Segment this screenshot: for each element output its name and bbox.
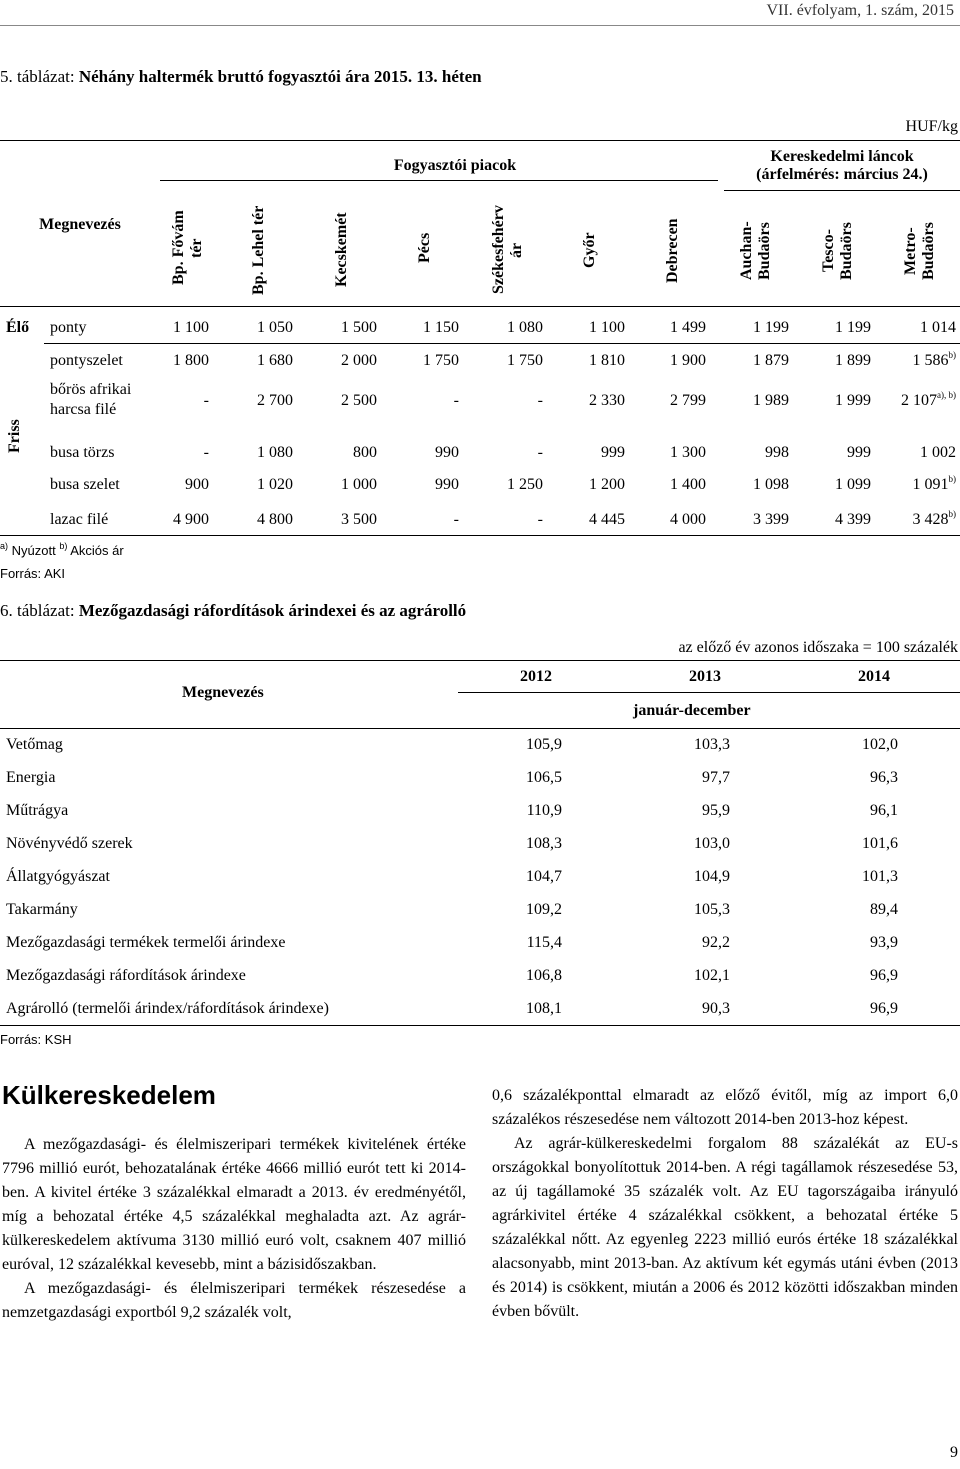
cell-value: 999 [601,444,625,461]
table5-row-name: ponty [50,319,87,336]
cell-value: 1 300 [670,444,706,461]
table6-cell: 106,8 [526,967,562,984]
table5-cell [257,511,293,529]
cell-value: 900 [185,476,209,493]
table5-cell [589,319,625,337]
table6-title-prefix: 6. táblázat: [0,601,79,620]
table5-cell [341,319,377,337]
table5-cell [835,476,871,494]
table6-cell: 96,9 [870,1000,898,1017]
cell-value: 1 810 [589,352,625,369]
group-friss: Friss [6,419,23,453]
table5-row [0,476,960,506]
table5-cell [257,352,293,370]
cell-value: - [453,511,459,528]
article-right-p1: 0,6 százalékponttal elmaradt az előző évitől, míg az import 6,0 százalékos részesedése nem változott 2014-ben 2013-hoz képest. [492,1087,958,1128]
cell-value: - [537,444,543,461]
table5-notes [0,543,124,558]
cell-value: 1 150 [423,319,459,336]
years-rule [458,692,960,693]
table5-cell [753,352,789,370]
cell-value: 1 750 [423,352,459,369]
cell-value: - [203,444,209,461]
cell-value: 1 100 [173,319,209,336]
table5-cell [670,352,706,370]
cell-value: 1 879 [753,352,789,369]
table5-cell [670,511,706,529]
cell-footnote-sup: b) [948,509,956,519]
cell-value: 999 [847,444,871,461]
table5-row-name: pontyszelet [50,352,123,369]
cell-value: 1 900 [670,352,706,369]
article-right-p2: Az agrár-külkereskedelmi forgalom 88 százalékát az EU-s országokkal bonyolítottuk 2014-ben. A régi tagállamok részesedése 53, az új tagállamoké 35 százalék volt. Az EU tagországaiba irányuló agrárkivitel értéke 4 százalékkal csökkent, a behozatal értéke 5 százalékkal nőtt. Az egyenleg 2223 millió eurós értéke 18 százalékkal alacsonyabb, mint 2013-ban. Az aktívum két egymás utáni évben (2013 és 2014) is csökkent, miután a 2006 és 2012 közötti időszakban minden évben bővült. [492,1135,958,1320]
cell-value: - [453,392,459,409]
table5-cell [173,319,209,337]
cell-value: 2 500 [341,392,377,409]
row-name-line1: bőrös afrikai [50,381,132,398]
table5-cell [589,352,625,370]
table5-cell [341,476,377,494]
col-kecskemet: Kecskemét [333,212,350,288]
cell-value: 1 899 [835,352,871,369]
year-2012: 2012 [520,668,552,685]
cell-value: 998 [765,444,789,461]
table5-row [0,444,960,474]
cell-value: 1 500 [341,319,377,336]
table5-cell [670,392,706,410]
table5-cell [538,444,543,462]
note-b-sup: b) [59,541,68,551]
note-b: Akciós ár [67,543,124,558]
table5-cell [353,444,377,462]
table5-cell [847,444,871,462]
article-left-p2: A mezőgazdasági- és élelmiszeripari termékek részesedése a nemzetgazdasági exportból 9,2 százalék volt, [2,1280,466,1321]
table6-row [0,802,960,835]
cell-value: 1 499 [670,319,706,336]
table6-row [0,1000,960,1033]
table5-group-chains [726,148,958,184]
table5-cell [454,511,459,529]
table6-row-name: Vetőmag [6,736,63,753]
table5-cell [257,476,293,494]
table6-col-name: Megnevezés [182,684,264,701]
cell-value: 990 [435,444,459,461]
table6-cell: 110,9 [526,802,562,819]
table6-source: Forrás: KSH [0,1032,72,1047]
cell-value: 1 050 [257,319,293,336]
cell-value: 2 107 [901,392,937,409]
table5-cell [423,319,459,337]
table5-row [0,319,960,349]
cell-value: 1 199 [835,319,871,336]
table5-group-markets: Fogyasztói piacok [393,157,517,174]
table6-cell: 102,0 [862,736,898,753]
table6-cell: 103,3 [694,736,730,753]
table6-cell: 105,9 [526,736,562,753]
table6-cell: 96,9 [870,967,898,984]
cell-footnote-sup: b) [948,350,956,360]
col-debrecen: Debrecen [664,218,681,284]
table5-row [0,511,960,541]
table6-cell: 95,9 [702,802,730,819]
table5-row [0,352,960,382]
cell-value: 1 680 [257,352,293,369]
table6-row-name: Mezőgazdasági ráfordítások árindexe [6,967,246,984]
col-bp-lehel: Bp. Lehel tér [250,205,267,295]
table5-group-chains-line1: Kereskedelmi láncok [770,148,914,165]
table5-cell [257,444,293,462]
table5-cell [753,511,789,529]
note-a: Nyúzott [8,543,60,558]
table6-cell: 108,1 [526,1000,562,1017]
cell-value: 2 330 [589,392,625,409]
table5-top-rule [0,140,960,141]
table5-cell [173,511,209,529]
table6-title [0,601,466,621]
table5-group-chains-line2: (árfelmérés: március 24.) [756,166,928,183]
table5-cell [341,352,377,370]
table5-row-name: busa törzs [50,444,115,461]
cell-value: 4 399 [835,511,871,528]
table6-row [0,868,960,901]
table5-row [0,381,960,422]
table5-cell [835,319,871,337]
table5-cell [913,476,957,494]
table5-cell [753,476,789,494]
table6-header-rule [0,728,960,729]
table5-cell [835,352,871,370]
table6-title-main: Mezőgazdasági ráfordítások árindexei és az agrárolló [78,601,467,620]
cell-value: 1 400 [670,476,706,493]
table6-cell: 109,2 [526,901,562,918]
cell-value: - [537,392,543,409]
table5-cell [341,511,377,529]
table6-row [0,901,960,934]
cell-value: 1 002 [920,444,956,461]
table5-cell [601,444,625,462]
table6-row [0,769,960,802]
table5-cell [920,319,956,337]
table6-row-name: Mezőgazdasági termékek termelői árindexe [6,934,286,951]
cell-value: 1 586 [912,352,949,369]
table6-row-name: Energia [6,769,56,786]
table6-cell: 90,3 [702,1000,730,1017]
table5-header-rule [0,306,960,307]
table5-cell [920,444,956,462]
article-left-p1: A mezőgazdasági- és élelmiszeripari termékek kivitelének értéke 7796 millió eurót, behozatalának értéke 4666 millió eurót tett ki 2014-ben. A kivitel értéke 3 százalékkal elmaradt a 2013. év eredményétől, míg a behozatal értéke 4,5 százalékkal meghaladta azt. Az agrár-külkereskedelem aktívuma 3130 millió euró volt, csaknem 407 millió euróval, 12 százalékkal kevesebb, mint a bázisidőszakban. [2,1136,466,1273]
table5-cell [341,392,377,410]
table5-cell [507,319,543,337]
cell-value: 3 500 [341,511,377,528]
table5-cell [507,352,543,370]
table5-row-name: busa szelet [50,476,120,493]
header-rule [0,25,960,26]
cell-value: 4 000 [670,511,706,528]
table5-cell [835,511,871,529]
col-szekesfehervar: Székesfehérv ár [490,205,525,295]
table6-cell: 105,3 [694,901,730,918]
cell-value: 2 799 [670,392,706,409]
table6-cell: 93,9 [870,934,898,951]
table6-top-rule [0,660,960,661]
cell-value: 1 091 [912,476,949,493]
table5-cell [507,476,543,494]
table5-cell [589,511,625,529]
table5-title [0,67,482,87]
article-left-column [2,1133,466,1325]
cell-value: 1 100 [589,319,625,336]
issue-header: VII. évfolyam, 1. szám, 2015 [766,2,954,19]
cell-value: 1 080 [507,319,543,336]
cell-value: - [203,392,209,409]
col-metro: Metro- Budaörs [902,222,937,280]
cell-value: 4 900 [173,511,209,528]
table5-group-chains-rule [724,190,960,191]
table5-cell [753,319,789,337]
cell-value: 1 080 [257,444,293,461]
table5-cell [173,352,209,370]
cell-value: 1 099 [835,476,871,493]
cell-value: 1 800 [173,352,209,369]
table5-cell [257,392,293,410]
cell-value: 2 000 [341,352,377,369]
table6-row-name: Növényvédő szerek [6,835,133,852]
group-elo: Élő [6,319,30,336]
table5-cell [538,511,543,529]
table5-cell [435,476,459,494]
table5-cell [204,444,209,462]
table5-cell [423,352,459,370]
table5-cell [257,319,293,337]
year-2013: 2013 [689,668,721,685]
table6-cell: 104,9 [694,868,730,885]
table6-unit: az előző év azonos időszaka = 100 százalék [678,639,958,656]
table5-cell [204,392,209,410]
col-bp-fovam: Bp. Fővám tér [170,210,205,286]
year-2014: 2014 [858,668,890,685]
table5-cell [589,476,625,494]
col-gyor: Győr [581,232,598,268]
table5-cell [185,476,209,494]
table5-group-markets-rule [160,180,718,181]
cell-footnote-sup: a), b) [937,390,956,400]
table5-row-name [50,380,131,420]
table5-title-prefix: 5. táblázat: [0,67,79,86]
table6-cell: 101,3 [862,868,898,885]
table6-cell: 106,5 [526,769,562,786]
table5-source: Forrás: AKI [0,566,66,581]
table6-cell: 101,6 [862,835,898,852]
table5-cell [835,392,871,410]
cell-value: 4 445 [589,511,625,528]
cell-footnote-sup: b) [948,474,956,484]
table5-cell [538,392,543,410]
cell-value: 1 250 [507,476,543,493]
table5-cell [454,392,459,410]
cell-value: 1 999 [835,392,871,409]
table6-row-name: Agrárolló (termelői árindex/ráfordítások árindexe) [6,1000,329,1017]
table5-cell [589,392,625,410]
cell-value: 990 [435,476,459,493]
table6-cell: 115,4 [526,934,562,951]
article-heading: Külkereskedelem [2,1080,216,1110]
cell-value: 1 020 [257,476,293,493]
cell-value: 1 199 [753,319,789,336]
table5-title-main: Néhány haltermék bruttó fogyasztói ára 2015. 13. héten [78,67,482,86]
cell-value: 3 399 [753,511,789,528]
table6-row-name: Állatgyógyászat [6,868,110,885]
table6-row [0,835,960,868]
table5-bottom-rule [0,535,960,536]
table5-cell [753,392,789,410]
table6-row [0,934,960,967]
table5-cell [670,476,706,494]
table6-cell: 103,0 [694,835,730,852]
table6-cell: 96,3 [870,769,898,786]
table6-row-name: Takarmány [6,901,78,918]
table5-cell [765,444,789,462]
table6-cell: 104,7 [526,868,562,885]
cell-value: 1 750 [507,352,543,369]
cell-value: 1 014 [920,319,956,336]
table5-cell [670,319,706,337]
col-auchan: Auchan- Budaörs [738,221,773,281]
table5-row-name: lazac filé [50,511,109,528]
table6-cell: 96,1 [870,802,898,819]
cell-value: - [537,511,543,528]
table5-cell [901,392,956,410]
table5-unit: HUF/kg [905,118,958,135]
table6-cell: 108,3 [526,835,562,852]
table6-cell: 89,4 [870,901,898,918]
table6-cell: 92,2 [702,934,730,951]
table6-row [0,736,960,769]
article-right-column [492,1084,958,1324]
table5-col-name: Megnevezés [39,216,121,233]
cell-value: 1 098 [753,476,789,493]
table6-cell: 102,1 [694,967,730,984]
page-number: 9 [950,1444,958,1461]
cell-value: 1 200 [589,476,625,493]
cell-value: 2 700 [257,392,293,409]
table6-bottom-rule [0,1025,960,1026]
cell-value: 4 800 [257,511,293,528]
cell-value: 800 [353,444,377,461]
table5-cell [913,511,957,529]
table6-cell: 97,7 [702,769,730,786]
cell-value: 1 000 [341,476,377,493]
table5-cell [435,444,459,462]
cell-value: 1 989 [753,392,789,409]
table6-row [0,967,960,1000]
table5-cell [670,444,706,462]
table5-cell [913,352,957,370]
col-tesco: Tesco- Budaörs [820,222,855,280]
table6-row-name: Műtrágya [6,802,69,819]
note-a-sup: a) [0,541,9,551]
col-pecs: Pécs [416,232,433,264]
cell-value: 3 428 [912,511,949,528]
row-name-line2: harcsa filé [50,401,117,418]
period-label: január-december [633,702,751,719]
